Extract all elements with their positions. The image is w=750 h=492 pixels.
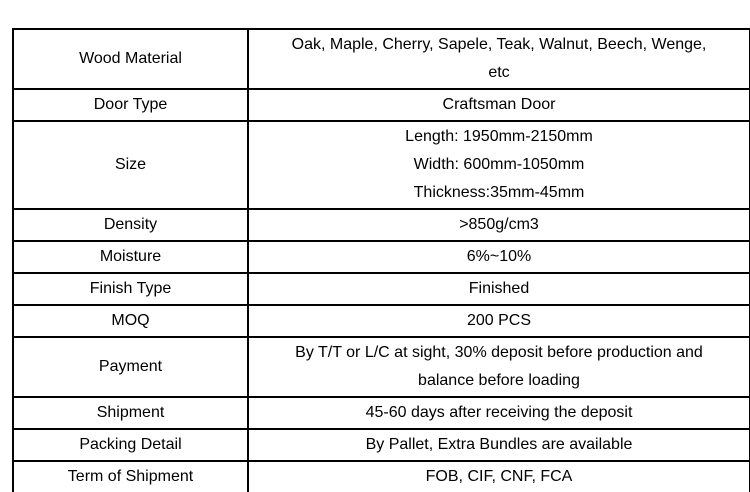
- label-shipment: Shipment: [13, 397, 248, 429]
- value-packing-detail: By Pallet, Extra Bundles are available: [248, 429, 750, 461]
- value-term-of-shipment: FOB, CIF, CNF, FCA: [248, 461, 750, 492]
- value-door-type: Craftsman Door: [248, 89, 750, 121]
- label-finish-type: Finish Type: [13, 273, 248, 305]
- value-moisture: 6%~10%: [248, 241, 750, 273]
- value-size: [248, 121, 750, 209]
- value-shipment: 45-60 days after receiving the deposit: [248, 397, 750, 429]
- row-door-type: [13, 89, 750, 121]
- value-line: Oak, Maple, Cherry, Sapele, Teak, Walnut, Beech, Wenge,: [291, 36, 707, 53]
- label-payment: Payment: [13, 337, 248, 397]
- value-finish-type: Finished: [248, 273, 750, 305]
- row-shipment: [13, 397, 750, 429]
- label-packing-detail: Packing Detail: [13, 429, 248, 461]
- value-payment: [248, 337, 750, 397]
- value-line-length: Length: 1950mm-2150mm: [405, 128, 593, 145]
- value-line: By T/T or L/C at sight, 30% deposit before production and: [295, 344, 703, 361]
- value-line-width: Width: 600mm-1050mm: [413, 156, 585, 173]
- value-line: balance before loading: [418, 372, 580, 389]
- label-size: Size: [13, 121, 248, 209]
- value-moq: 200 PCS: [248, 305, 750, 337]
- label-wood-material: Wood Material: [13, 29, 248, 89]
- label-moq: MOQ: [13, 305, 248, 337]
- row-size: [13, 121, 750, 209]
- row-packing-detail: [13, 429, 750, 461]
- label-moisture: Moisture: [13, 241, 248, 273]
- label-term-of-shipment: Term of Shipment: [13, 461, 248, 492]
- row-term-of-shipment: [13, 461, 750, 492]
- row-density: [13, 209, 750, 241]
- row-moisture: [13, 241, 750, 273]
- spec-table-body: [13, 29, 750, 492]
- product-spec-table: [12, 28, 750, 492]
- row-wood-material: [13, 29, 750, 89]
- value-line-thickness: Thickness:35mm-45mm: [413, 184, 585, 201]
- value-line: etc: [488, 64, 510, 81]
- value-density: >850g/cm3: [248, 209, 750, 241]
- value-wood-material: [248, 29, 750, 89]
- row-moq: [13, 305, 750, 337]
- label-door-type: Door Type: [13, 89, 248, 121]
- label-density: Density: [13, 209, 248, 241]
- row-payment: [13, 337, 750, 397]
- row-finish-type: [13, 273, 750, 305]
